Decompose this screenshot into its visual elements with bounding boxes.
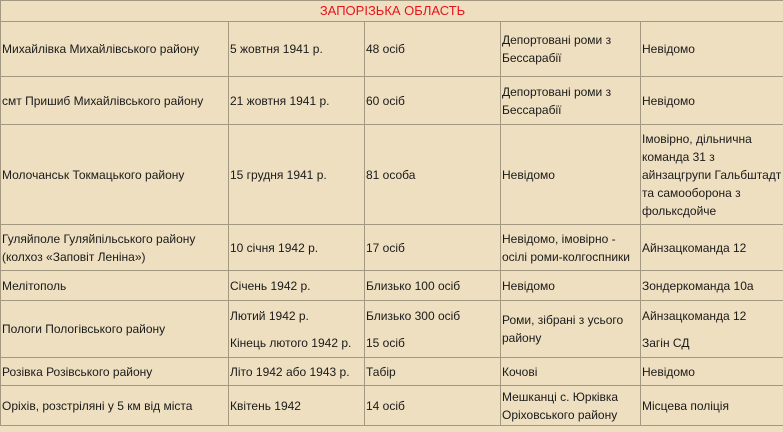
date-cell: Квітень 1942: [229, 386, 365, 426]
count-line: Близько 300 осіб: [366, 308, 461, 323]
count-cell: [365, 301, 501, 358]
date-cell: 21 жовтня 1941 р.: [229, 77, 365, 125]
date-line: Кінець лютого 1942 р.: [230, 335, 352, 350]
victims-cell: Мешканці с. Юрківка Оріховського району: [501, 386, 641, 426]
place-cell: Гуляйполе Гуляйпільського району (колхоз «Заповіт Леніна»): [1, 225, 229, 271]
place-cell: Пологи Пологівського району: [1, 301, 229, 358]
region-title: ЗАПОРІЗЬКА ОБЛАСТЬ: [1, 1, 783, 22]
victims-cell: Кочові: [501, 358, 641, 386]
victims-cell: Невідомо: [501, 125, 641, 225]
date-cell: 10 січня 1942 р.: [229, 225, 365, 271]
perpetrator-cell: Невідомо: [641, 22, 783, 77]
date-cell: 15 грудня 1941 р.: [229, 125, 365, 225]
perpetrator-cell: Невідомо: [641, 358, 783, 386]
place-cell: Розівка Розівського району: [1, 358, 229, 386]
date-cell: Літо 1942 або 1943 р.: [229, 358, 365, 386]
perpetrator-line: Загін СД: [642, 335, 690, 350]
count-cell: Табір: [365, 358, 501, 386]
victims-cell: Роми, зібрані з усього району: [501, 301, 641, 358]
place-cell: Оріхів, розстріляні у 5 км від міста: [1, 386, 229, 426]
table-row: [1, 77, 783, 125]
place-cell: Молочанськ Токмацького району: [1, 125, 229, 225]
perpetrator-cell: [641, 301, 783, 358]
perpetrator-cell: Невідомо: [641, 77, 783, 125]
date-cell: [229, 301, 365, 358]
perpetrator-cell: Айнзацкоманда 12: [641, 225, 783, 271]
date-line: Лютий 1942 р.: [230, 308, 309, 323]
count-cell: Близько 100 осіб: [365, 271, 501, 301]
place-cell: Мелітополь: [1, 271, 229, 301]
perpetrator-line: Айнзацкоманда 12: [642, 308, 747, 323]
count-cell: 17 осіб: [365, 225, 501, 271]
count-line: 15 осіб: [366, 335, 405, 350]
place-cell: Михайлівка Михайлівського району: [1, 22, 229, 77]
victims-cell: Депортовані роми з Бессарабії: [501, 22, 641, 77]
place-cell: смт Пришиб Михайлівського району: [1, 77, 229, 125]
title-row: [1, 1, 783, 22]
date-cell: Січень 1942 р.: [229, 271, 365, 301]
table-row: [1, 271, 783, 301]
count-cell: 60 осіб: [365, 77, 501, 125]
count-cell: 48 осіб: [365, 22, 501, 77]
table-row: [1, 386, 783, 426]
victims-cell: Невідомо, імовірно - осілі роми-колгоспники: [501, 225, 641, 271]
table-row: [1, 22, 783, 77]
perpetrator-cell: Зондеркоманда 10а: [641, 271, 783, 301]
perpetrator-cell: Імовірно, дільнична команда 31 з айнзацгрупи Гальбштадт та самооборона з фольксдойче: [641, 125, 783, 225]
table-row: [1, 358, 783, 386]
table-row: [1, 125, 783, 225]
table-row: [1, 301, 783, 358]
table-row: [1, 225, 783, 271]
date-cell: 5 жовтня 1941 р.: [229, 22, 365, 77]
victims-cell: Невідомо: [501, 271, 641, 301]
victims-cell: Депортовані роми з Бессарабії: [501, 77, 641, 125]
count-cell: 81 особа: [365, 125, 501, 225]
perpetrator-cell: Місцева поліція: [641, 386, 783, 426]
count-cell: 14 осіб: [365, 386, 501, 426]
